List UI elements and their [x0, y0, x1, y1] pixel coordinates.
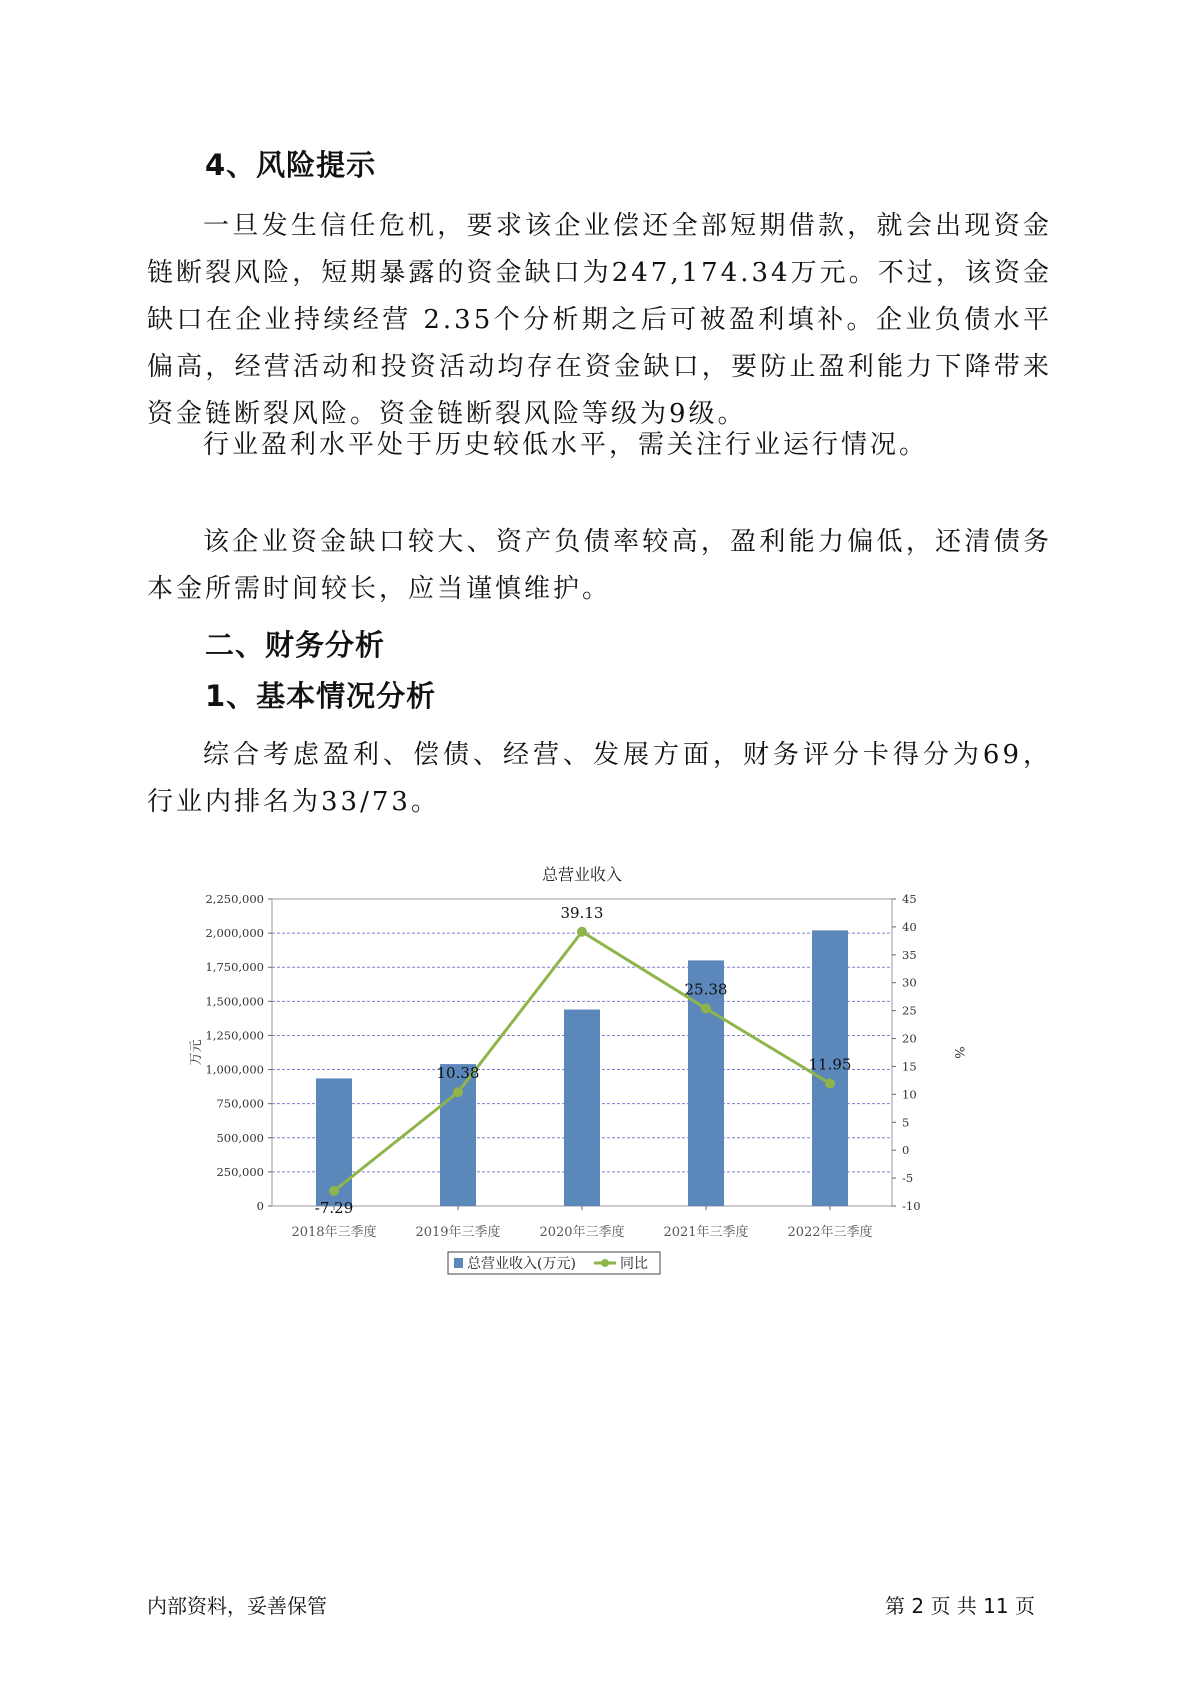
right-tick-label: 30: [902, 975, 917, 990]
x-tick-label: 2018年三季度: [291, 1225, 377, 1240]
risk-paragraph-3: 该企业资金缺口较大、资产负债率较高，盈利能力偏低，还清债务本金所需时间较长，应当谨慎维护。: [147, 527, 1052, 604]
yoy-data-label: 10.38: [436, 1064, 480, 1083]
chart-title: 总营业收入: [541, 865, 623, 884]
footer-page-number: 第 2 页 共 11 页: [885, 1594, 1035, 1618]
revenue-chart: [180, 850, 980, 1300]
legend-bar-label: 总营业收入(万元): [467, 1256, 576, 1272]
x-tick-label: 2021年三季度: [663, 1225, 749, 1240]
legend-bar-swatch: [454, 1258, 463, 1268]
right-tick-label: 0: [902, 1143, 910, 1158]
yoy-data-label: 11.95: [808, 1055, 852, 1074]
left-tick-label: 250,000: [216, 1164, 264, 1179]
left-tick-label: 1,750,000: [205, 960, 264, 975]
right-tick-label: 35: [902, 947, 917, 962]
legend-line-marker: [601, 1259, 609, 1267]
revenue-bar: [440, 1064, 476, 1206]
right-tick-label: 40: [902, 919, 917, 934]
y2-axis-label: %: [951, 1046, 966, 1059]
yoy-point: [329, 1186, 339, 1196]
x-tick-label: 2019年三季度: [415, 1225, 501, 1240]
right-tick-label: 10: [902, 1087, 917, 1102]
left-tick-label: 0: [256, 1199, 264, 1213]
risk-paragraph-2: 行业盈利水平处于历史较低水平，需关注行业运行情况。: [203, 430, 929, 460]
yoy-point: [577, 927, 587, 937]
y-axis-label: 万元: [189, 1039, 204, 1066]
x-tick-label: 2022年三季度: [787, 1225, 873, 1240]
left-tick-label: 2,250,000: [205, 892, 264, 906]
risk-paragraph-1: 一旦发生信任危机，要求该企业偿还全部短期借款，就会出现资金链断裂风险，短期暴露的资金缺口为247,174.34万元。不过，该资金缺口在企业持续经营 2.35个分析期之后可被盈利填补。企业负债水平偏高，经营活动和投资活动均存在资金缺口，要防止盈利能力下降带来资金链断裂风险。资金链断裂风险等级为9级。: [147, 211, 1052, 429]
x-tick-label: 2020年三季度: [539, 1225, 625, 1240]
yoy-data-label: 39.13: [560, 903, 604, 922]
yoy-point: [453, 1087, 463, 1097]
left-tick-label: 1,250,000: [205, 1028, 264, 1043]
left-tick-label: 2,000,000: [205, 926, 264, 941]
right-tick-label: 45: [902, 892, 917, 906]
yoy-point: [825, 1078, 835, 1088]
left-tick-label: 750,000: [216, 1096, 264, 1111]
right-tick-label: 20: [902, 1031, 917, 1046]
right-tick-label: 5: [902, 1115, 910, 1130]
right-tick-label: -5: [902, 1171, 914, 1186]
basic-paragraph: 综合考虑盈利、偿债、经营、发展方面，财务评分卡得分为69，行业内排名为33/73。: [147, 740, 1052, 817]
legend-line-label: 同比: [620, 1256, 648, 1272]
right-tick-label: 25: [902, 1003, 917, 1018]
revenue-bar: [564, 1010, 600, 1206]
basic-heading: 1、基本情况分析: [205, 679, 437, 713]
footer-confidential: 内部资料，妥善保管: [147, 1594, 327, 1618]
left-tick-label: 1,000,000: [205, 1062, 264, 1077]
right-tick-label: -10: [902, 1199, 921, 1213]
yoy-data-label: -7.29: [314, 1198, 354, 1217]
yoy-data-label: 25.38: [684, 980, 728, 999]
left-tick-label: 1,500,000: [205, 994, 264, 1009]
left-tick-label: 500,000: [216, 1130, 264, 1145]
yoy-point: [701, 1004, 711, 1014]
right-tick-label: 15: [902, 1059, 917, 1074]
revenue-chart-svg: [180, 850, 980, 1300]
risk-heading: 4、风险提示: [205, 148, 377, 182]
finance-heading: 二、财务分析: [205, 628, 386, 662]
